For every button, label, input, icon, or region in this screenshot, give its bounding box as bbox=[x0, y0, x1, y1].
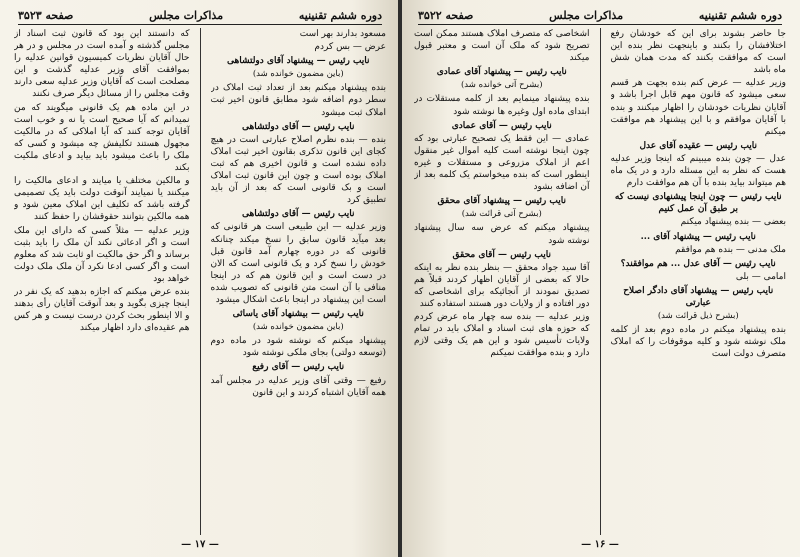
right-page-header bbox=[418, 6, 782, 25]
paragraph: عدل — چون بنده میبینم که اینجا وزیر عدلیه هست که نظر به این مسئله دارد و در یک ماه هم میتواند بیاید بنده با آن هم موافقت دارم bbox=[610, 153, 786, 189]
journal-title: مذاکرات مجلس bbox=[549, 8, 624, 22]
speaker-heading: نایب رئیس — آقای عمادی bbox=[451, 120, 552, 131]
paragraph: در این ماده هم یک قانونی میگویند که من نمیدانم که آیا صحیح است یا نه و خوب است آقایان توجه کنند که آیا املاکی که در مالکیت مجهول هستند تکلیفش چه میشود و کسی که ملک را باعث میشود باید بیاید و ادعای ملکیت بکند bbox=[14, 102, 190, 174]
paragraph: ملک مدنی — بنده هم موافقم bbox=[675, 244, 786, 255]
session-label: دوره ششم تقنینیه bbox=[698, 8, 782, 22]
book-gutter bbox=[398, 0, 402, 557]
speaker-heading: نایب رئیس — آقای دولتشاهی bbox=[241, 121, 355, 132]
paragraph: بنده پیشنهاد میکنم بعد از تعداد ثبت املاک در سطر دوم اضافه شود مطابق قانون اخیر ثبت املاک ثبت میشود bbox=[210, 83, 386, 118]
session-label: دوره ششم تقنینیه bbox=[298, 8, 382, 22]
page-label: صفحه ۳۵۲۳ bbox=[18, 8, 74, 22]
paragraph: بنده — بنده نظرم اصلاح عبارتی است در هیچ کجای این قانون تذکری بقانون اخیر ثبت املاک داده نشده است و قانون اخیری هم که ثبت املاک بوده است و چون این قانون ثبت املاک است و بک قانونی است که بعد از آن باید تطبیق کرد bbox=[210, 134, 386, 206]
left-page-header bbox=[18, 6, 382, 25]
speaker-heading: نایب رئیس — عقیده آقای عدل bbox=[639, 140, 758, 151]
journal-title: مذاکرات مجلس bbox=[149, 8, 224, 22]
paragraph: بنده پیشنهاد میکنم در ماده دوم بعد از کلمه ملک نوشته شود و کلیه موقوفات را که املاک متصرف دولت است bbox=[610, 325, 786, 360]
paragraph: رفیع — وقتی آقای وزیر عدلیه در مجلس آمد همه آقایان اشتباه کردند و این قانون bbox=[210, 375, 386, 398]
paragraph: مسعود بدارند بهر است bbox=[299, 29, 386, 39]
paragraph: بعضی — بنده پیشنهاد میکنم bbox=[680, 217, 786, 228]
paragraph: وزیر عدلیه — بنده سه چهار ماه عرض کردم که حوزه های ثبت اسناد و املاک باید در تمام ولایات تأسیس شود و این هم یک وقتی لازم دارد و بنده موافقت نمیکنم bbox=[414, 312, 590, 359]
paragraph: آقا سید جواد محقق — بنظر بنده نظر به اینکه حالا که بعضی از آقایان اظهار کردند قبلاً هم تصدیق نمودند از آنجائیکه برای اشخاصی که دور افتاده و از ولایات دور هستند استفاده کنند bbox=[414, 262, 590, 309]
paragraph: وزیر عدلیه — این طبیعی است هر قانونی که بعد میآید قانون سابق را نسخ میکند چنانکه قانونی که در دوره چهارم آمد قانون قبل خودش را نسخ کرد و یک قانونی است که الان در دست است و این قانون هم که در اینجا منافی با آن است متن قانونی که تصویب شده است این پیشنهاد در اینجا باعث اشکال میشود bbox=[210, 222, 386, 305]
page-number: — ۱۶ — bbox=[581, 539, 619, 550]
paragraph: وزیر عدلیه — مثلاً کسی که دارای این ملک است و اگر ادعائی نکند آن ملک را باید بثبت برساند و اگر حق مالکیت او ثابت شد که معلوم است و اگر کسی ادعا نکرد آن ملک ملک دولت خواهد بود bbox=[14, 225, 190, 284]
column-divider bbox=[600, 28, 601, 535]
text-column bbox=[211, 28, 387, 535]
paragraph: عرض — بس کردم bbox=[314, 42, 386, 53]
reading-note: (بشرح آتی خوانده شد) bbox=[460, 80, 543, 91]
reading-note: (بشرح آتی قرائت شد) bbox=[461, 209, 542, 220]
text-column bbox=[611, 28, 787, 535]
left-page-columns bbox=[14, 28, 386, 535]
paragraph: که دانستند این بود که قانون ثبت اسناد از مجلس گذشته و آمده است در مجلس و در هر حال آقایان نظریات کمیسیون قوانین عدلیه را بموافقت آقای وزیر عدلیه گذشت و این مصلحت است که آقایان وزیر عدلیه سعی دارند وقت مجلس را از مسائل دیگر صرف نکنند bbox=[14, 29, 190, 100]
speaker-heading: نایب رئیس — پیشنهاد آقای دولتشاهی bbox=[226, 56, 370, 67]
page-label: صفحه ۳۵۲۲ bbox=[418, 8, 474, 22]
paragraph: عمادی — این فقط یک تصحیح عبارتی بود که چون اینجا نوشته است کلیه اموال غیر منقول اعم از املاک مزروعی و مستقلات و غیره اینطور است که بنده میخواستم یک کلمه بعد از آن اضافه بشود bbox=[414, 133, 590, 193]
right-page-columns bbox=[414, 28, 786, 535]
column-divider bbox=[200, 28, 201, 535]
speaker-heading: نایب رئیس — آقای رفیع bbox=[252, 362, 345, 373]
paragraph: جا حاضر بشوند برای این که خودشان رفع اختلافشان را بکنند و باینجهت نظر بنده این است که موافقت بکنند که مدت همان شش ماه باشد bbox=[610, 29, 786, 76]
reading-note: (بشرح ذیل قرائت شد) bbox=[657, 311, 739, 322]
page-number: — ۱۷ — bbox=[181, 539, 219, 550]
paragraph: بنده عرض میکنم که اجازه بدهید که یک نفر در اینجا چیزی بگوید و بعد آنوقت آقایان رأی بدهند و الا اینطور بحث کردن درست نیست و هر کس هم عقیده‌ای دارد اظهار میکند bbox=[14, 286, 190, 334]
paragraph: وزیر عدلیه — عرض کنم بنده بجهت هر قسم سعی میشود که قانون مهم قابل اجرا باشد و آقایان نظریات خودشان را اظهار میکنند و بنده با آقایان موافقم و با این پیشنهاد هم موافقت میکنم bbox=[610, 78, 786, 137]
paragraph: بنده پیشنهاد مینمایم بعد از کلمه مستقلات در ابتدای ماده اول وغیره ها نوشته شود bbox=[414, 94, 590, 117]
paragraph: پیشنهاد میکنم که نوشته شود در ماده دوم (توسعه دولتی) بجای ملکی نوشته شود bbox=[210, 336, 386, 359]
speaker-heading: نایب رئیس — پیشنهاد آقای دادگر اصلاح عبارتی bbox=[623, 285, 774, 308]
paragraph: پیشنهاد میکنم که عرض سه سال پیشنهاد نوشته شود bbox=[414, 223, 590, 246]
right-page bbox=[400, 0, 800, 557]
speaker-heading: نایب رئیس — بیشنهاد آقای یاسائی bbox=[232, 309, 364, 320]
text-column bbox=[414, 28, 590, 535]
speaker-heading: نایب رئیس — آقای محقق bbox=[452, 249, 551, 260]
reading-note: (باین مضمون خوانده شد) bbox=[252, 69, 344, 80]
speaker-heading: نایب رئیس — چون اینجا پیشنهادی نیست که بر طبق آن عمل کنیم bbox=[614, 192, 782, 215]
reading-note: (باین مضمون خوانده شد) bbox=[252, 322, 344, 333]
paragraph: امامی — بلی bbox=[735, 271, 786, 282]
paragraph: اشخاصی که متصرف املاک هستند ممکن است تصریح شود که ملک آن است و معتبر قبول میکند bbox=[414, 29, 590, 64]
speaker-heading: نایب رئیس — پیشنهاد آقای محقق bbox=[437, 196, 566, 207]
text-column bbox=[14, 28, 190, 535]
speaker-heading: نایب رئیس — پیشنهاد آقای ... bbox=[640, 231, 756, 242]
speaker-heading: نایب رئیس — پیشنهاد آقای عمادی bbox=[436, 67, 567, 78]
speaker-heading: نایب رئیس — آقای دولتشاهی bbox=[241, 209, 355, 220]
paragraph: و مالکین مختلف یا میایند و ادعای مالکیت را میکنند یا نمیایند آنوقت دولت باید یک تصمیمی گرفته باشد که تکلیف این املاک معین شود و همه مالکین بتوانند حقوقشان را حفظ کنند bbox=[14, 176, 190, 223]
speaker-heading: نایب رئیس — آقای عدل ... هم موافقند؟ bbox=[620, 258, 776, 269]
